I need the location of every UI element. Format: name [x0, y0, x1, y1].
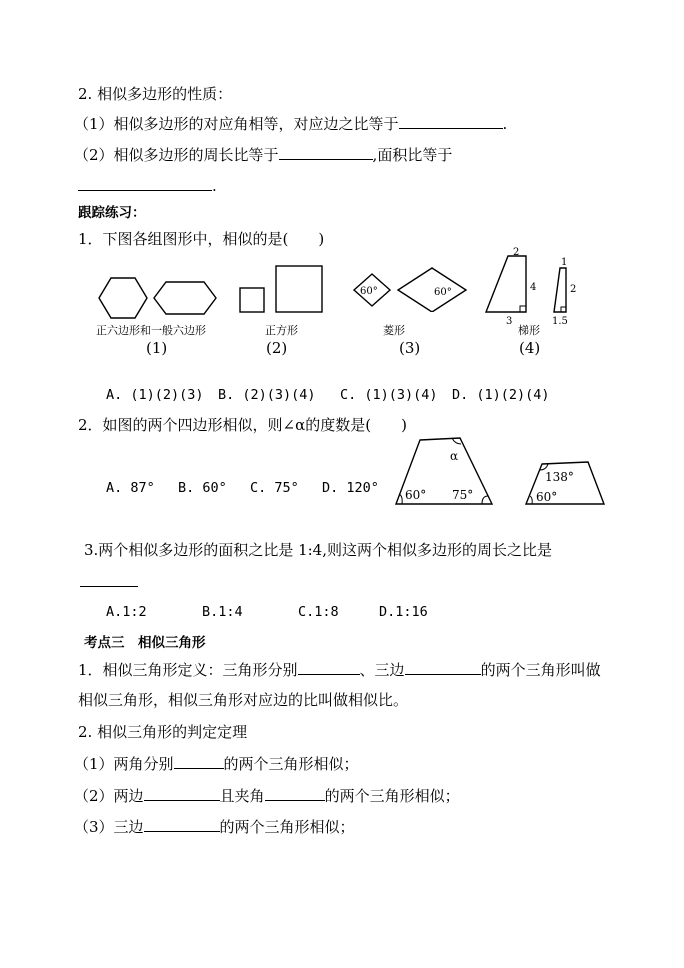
q3-blank-line [80, 572, 138, 592]
trapezoid-1-top: 2 [513, 247, 520, 258]
trapezoid-1-bottom: 3 [506, 316, 513, 327]
question-1: 1．下图各组图形中，相似的是( ) [78, 230, 325, 248]
large-rhombus [398, 268, 466, 312]
theorem-3-text-a: （3）三边 [74, 818, 144, 836]
q3-option-d[interactable]: D.1:16 [379, 604, 428, 620]
theorem-2-text-c: 的两个三角形相似； [324, 787, 460, 805]
small-square [240, 288, 264, 312]
right-angle-mark [561, 307, 566, 312]
answer-blank[interactable] [298, 660, 360, 675]
definition-text-b: 、三边 [359, 661, 405, 679]
q3-option-b[interactable]: B.1:4 [202, 604, 243, 620]
theorem-3 [74, 817, 355, 837]
angle-arc [530, 496, 532, 504]
figure-4-number: (4) [519, 339, 541, 357]
period: . [502, 115, 508, 133]
definition-line-2: 相似三角形，相似三角形对应边的比叫做相似比。 [78, 691, 409, 709]
answer-blank[interactable] [265, 786, 325, 801]
property-line-1 [74, 114, 507, 134]
q1-option-a[interactable]: A. (1)(2)(3) [106, 387, 204, 403]
q1-option-d[interactable]: D. (1)(2)(4) [452, 387, 550, 403]
q2-option-c[interactable]: C. 75° [250, 480, 299, 496]
answer-blank[interactable] [144, 786, 220, 801]
angle-75: 75° [452, 488, 474, 502]
theorem-title: 2. 相似三角形的判定定理 [78, 723, 248, 741]
answer-blank[interactable] [399, 114, 503, 129]
period: . [212, 177, 217, 195]
theorem-1 [74, 754, 359, 774]
trapezoid-2-right: 2 [570, 284, 576, 295]
regular-hexagon [99, 278, 147, 318]
theorem-2 [74, 786, 460, 806]
property-line-2-cont [78, 176, 217, 196]
q3-option-c[interactable]: C.1:8 [298, 604, 339, 620]
q3-option-a[interactable]: A.1:2 [106, 604, 147, 620]
theorem-2-text-a: （2）两边 [74, 787, 144, 805]
figure-1-number: (1) [146, 339, 168, 357]
definition-text-c: 的两个三角形叫做 [480, 661, 601, 679]
answer-blank[interactable] [405, 660, 481, 675]
q1-option-c[interactable]: C. (1)(3)(4) [340, 387, 438, 403]
figure-3-number: (3) [399, 339, 421, 357]
quadrilateral-2-figure [524, 460, 606, 508]
angle-138: 138° [545, 470, 574, 484]
section2-title: 2. 相似多边形的性质： [78, 85, 233, 103]
quadrilateral-1-figure [392, 436, 496, 508]
theorem-1-text-b: 的两个三角形相似； [223, 755, 359, 773]
q2-option-a[interactable]: A. 87° [106, 480, 155, 496]
q1-option-b[interactable]: B. (2)(3)(4) [218, 387, 316, 403]
rhombi-figure [352, 266, 468, 312]
right-angle-mark [520, 306, 526, 312]
trapezoid-2-bottom: 1.5 [552, 316, 568, 327]
trapezoids-figure [484, 246, 576, 328]
angle-arc [482, 496, 488, 504]
figure-2-caption: 正方形 [265, 324, 298, 337]
theorem-1-text-a: （1）两角分别 [74, 755, 174, 773]
rhombus-angle-b: 60° [434, 287, 452, 298]
property-1-text: （1）相似多边形的对应角相等，对应边之比等于 [74, 115, 399, 133]
small-trapezoid [554, 268, 566, 312]
property-2-mid: ,面积比等于 [372, 146, 453, 164]
answer-blank[interactable] [144, 817, 220, 832]
figure-4-caption: 梯形 [518, 324, 540, 337]
section3-title: 考点三 相似三角形 [84, 635, 206, 651]
q2-option-d[interactable]: D. 120° [322, 480, 379, 496]
question-2: 2．如图的两个四边形相似，则∠α的度数是( ) [78, 416, 407, 434]
answer-blank[interactable] [174, 754, 224, 769]
definition-text-a: 1．相似三角形定义：三角形分别 [78, 661, 298, 679]
answer-blank[interactable] [80, 572, 138, 587]
theorem-3-text-b: 的两个三角形相似； [219, 818, 355, 836]
q2-option-b[interactable]: B. 60° [178, 480, 227, 496]
large-trapezoid [486, 256, 526, 312]
definition-line-1 [78, 660, 601, 680]
trapezoid-2-top: 1 [561, 257, 568, 268]
practice-title: 跟踪练习： [78, 205, 146, 221]
figure-3-caption: 菱形 [383, 324, 405, 337]
large-square [276, 266, 322, 312]
hexagons-figure [98, 276, 220, 322]
theorem-2-text-b: 且夹角 [219, 787, 265, 805]
angle-alpha: α [450, 449, 459, 463]
figure-1-caption: 正六边形和一般六边形 [96, 324, 206, 337]
rhombus-angle-a: 60° [360, 286, 378, 297]
property-line-2 [74, 145, 452, 165]
trapezoid-1-right: 4 [530, 282, 537, 293]
answer-blank[interactable] [279, 145, 373, 160]
squares-figure [238, 264, 326, 314]
angle-60: 60° [405, 488, 427, 502]
answer-blank[interactable] [78, 176, 212, 191]
angle-60: 60° [536, 490, 558, 504]
figure-2-number: (2) [266, 339, 288, 357]
property-2-text: （2）相似多边形的周长比等于 [74, 146, 279, 164]
question-3: 3.两个相似多边形的面积之比是 1:4,则这两个相似多边形的周长之比是 [84, 541, 552, 559]
irregular-hexagon [154, 282, 216, 314]
